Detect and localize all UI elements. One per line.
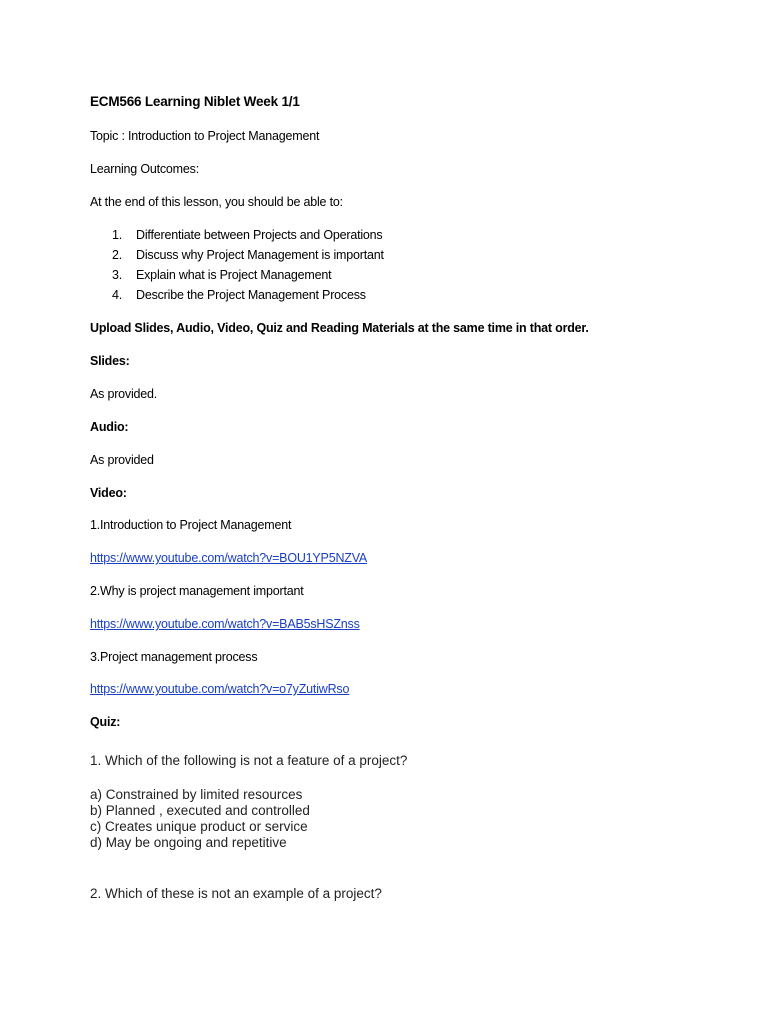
outcome-text: Describe the Project Management Process: [136, 288, 366, 302]
outcome-number: 3.: [112, 268, 123, 282]
video-heading: Video:: [90, 486, 127, 500]
quiz-question: 1. Which of the following is not a feature of a project?: [90, 753, 408, 768]
video-link[interactable]: https://www.youtube.com/watch?v=BAB5sHSZnss: [90, 617, 360, 631]
outcome-item: [112, 247, 384, 263]
quiz-question: 2. Which of these is not an example of a project?: [90, 886, 382, 901]
video-title: 2.Why is project management important: [90, 584, 304, 598]
learning-outcomes-heading: Learning Outcomes:: [90, 162, 199, 176]
lesson-intro: At the end of this lesson, you should be able to:: [90, 195, 343, 209]
outcome-number: 4.: [112, 288, 123, 302]
video-title: 3.Project management process: [90, 650, 258, 664]
video-title: 1.Introduction to Project Management: [90, 518, 292, 532]
outcome-number: 2.: [112, 248, 123, 262]
outcome-item: [112, 287, 366, 303]
quiz-option: a) Constrained by limited resources: [90, 787, 303, 802]
quiz-option: b) Planned , executed and controlled: [90, 803, 310, 818]
outcome-text: Explain what is Project Management: [136, 268, 332, 282]
outcome-text: Discuss why Project Management is important: [136, 248, 384, 262]
quiz-heading: Quiz:: [90, 715, 121, 729]
topic-line: Topic : Introduction to Project Management: [90, 129, 320, 143]
video-link[interactable]: https://www.youtube.com/watch?v=o7yZutiwRso: [90, 682, 350, 696]
quiz-option: c) Creates unique product or service: [90, 819, 308, 834]
slides-value: As provided.: [90, 387, 158, 401]
audio-value: As provided: [90, 453, 154, 467]
outcome-item: [112, 267, 331, 283]
outcome-number: 1.: [112, 228, 123, 242]
doc-title: ECM566 Learning Niblet Week 1/1: [90, 94, 300, 109]
upload-instruction: Upload Slides, Audio, Video, Quiz and Reading Materials at the same time in that order.: [90, 321, 589, 335]
quiz-option: d) May be ongoing and repetitive: [90, 835, 287, 850]
video-link[interactable]: https://www.youtube.com/watch?v=BOU1YP5NZVA: [90, 551, 368, 565]
outcome-text: Differentiate between Projects and Operations: [136, 228, 383, 242]
slides-heading: Slides:: [90, 354, 130, 368]
audio-heading: Audio:: [90, 420, 129, 434]
outcome-item: [112, 227, 382, 243]
